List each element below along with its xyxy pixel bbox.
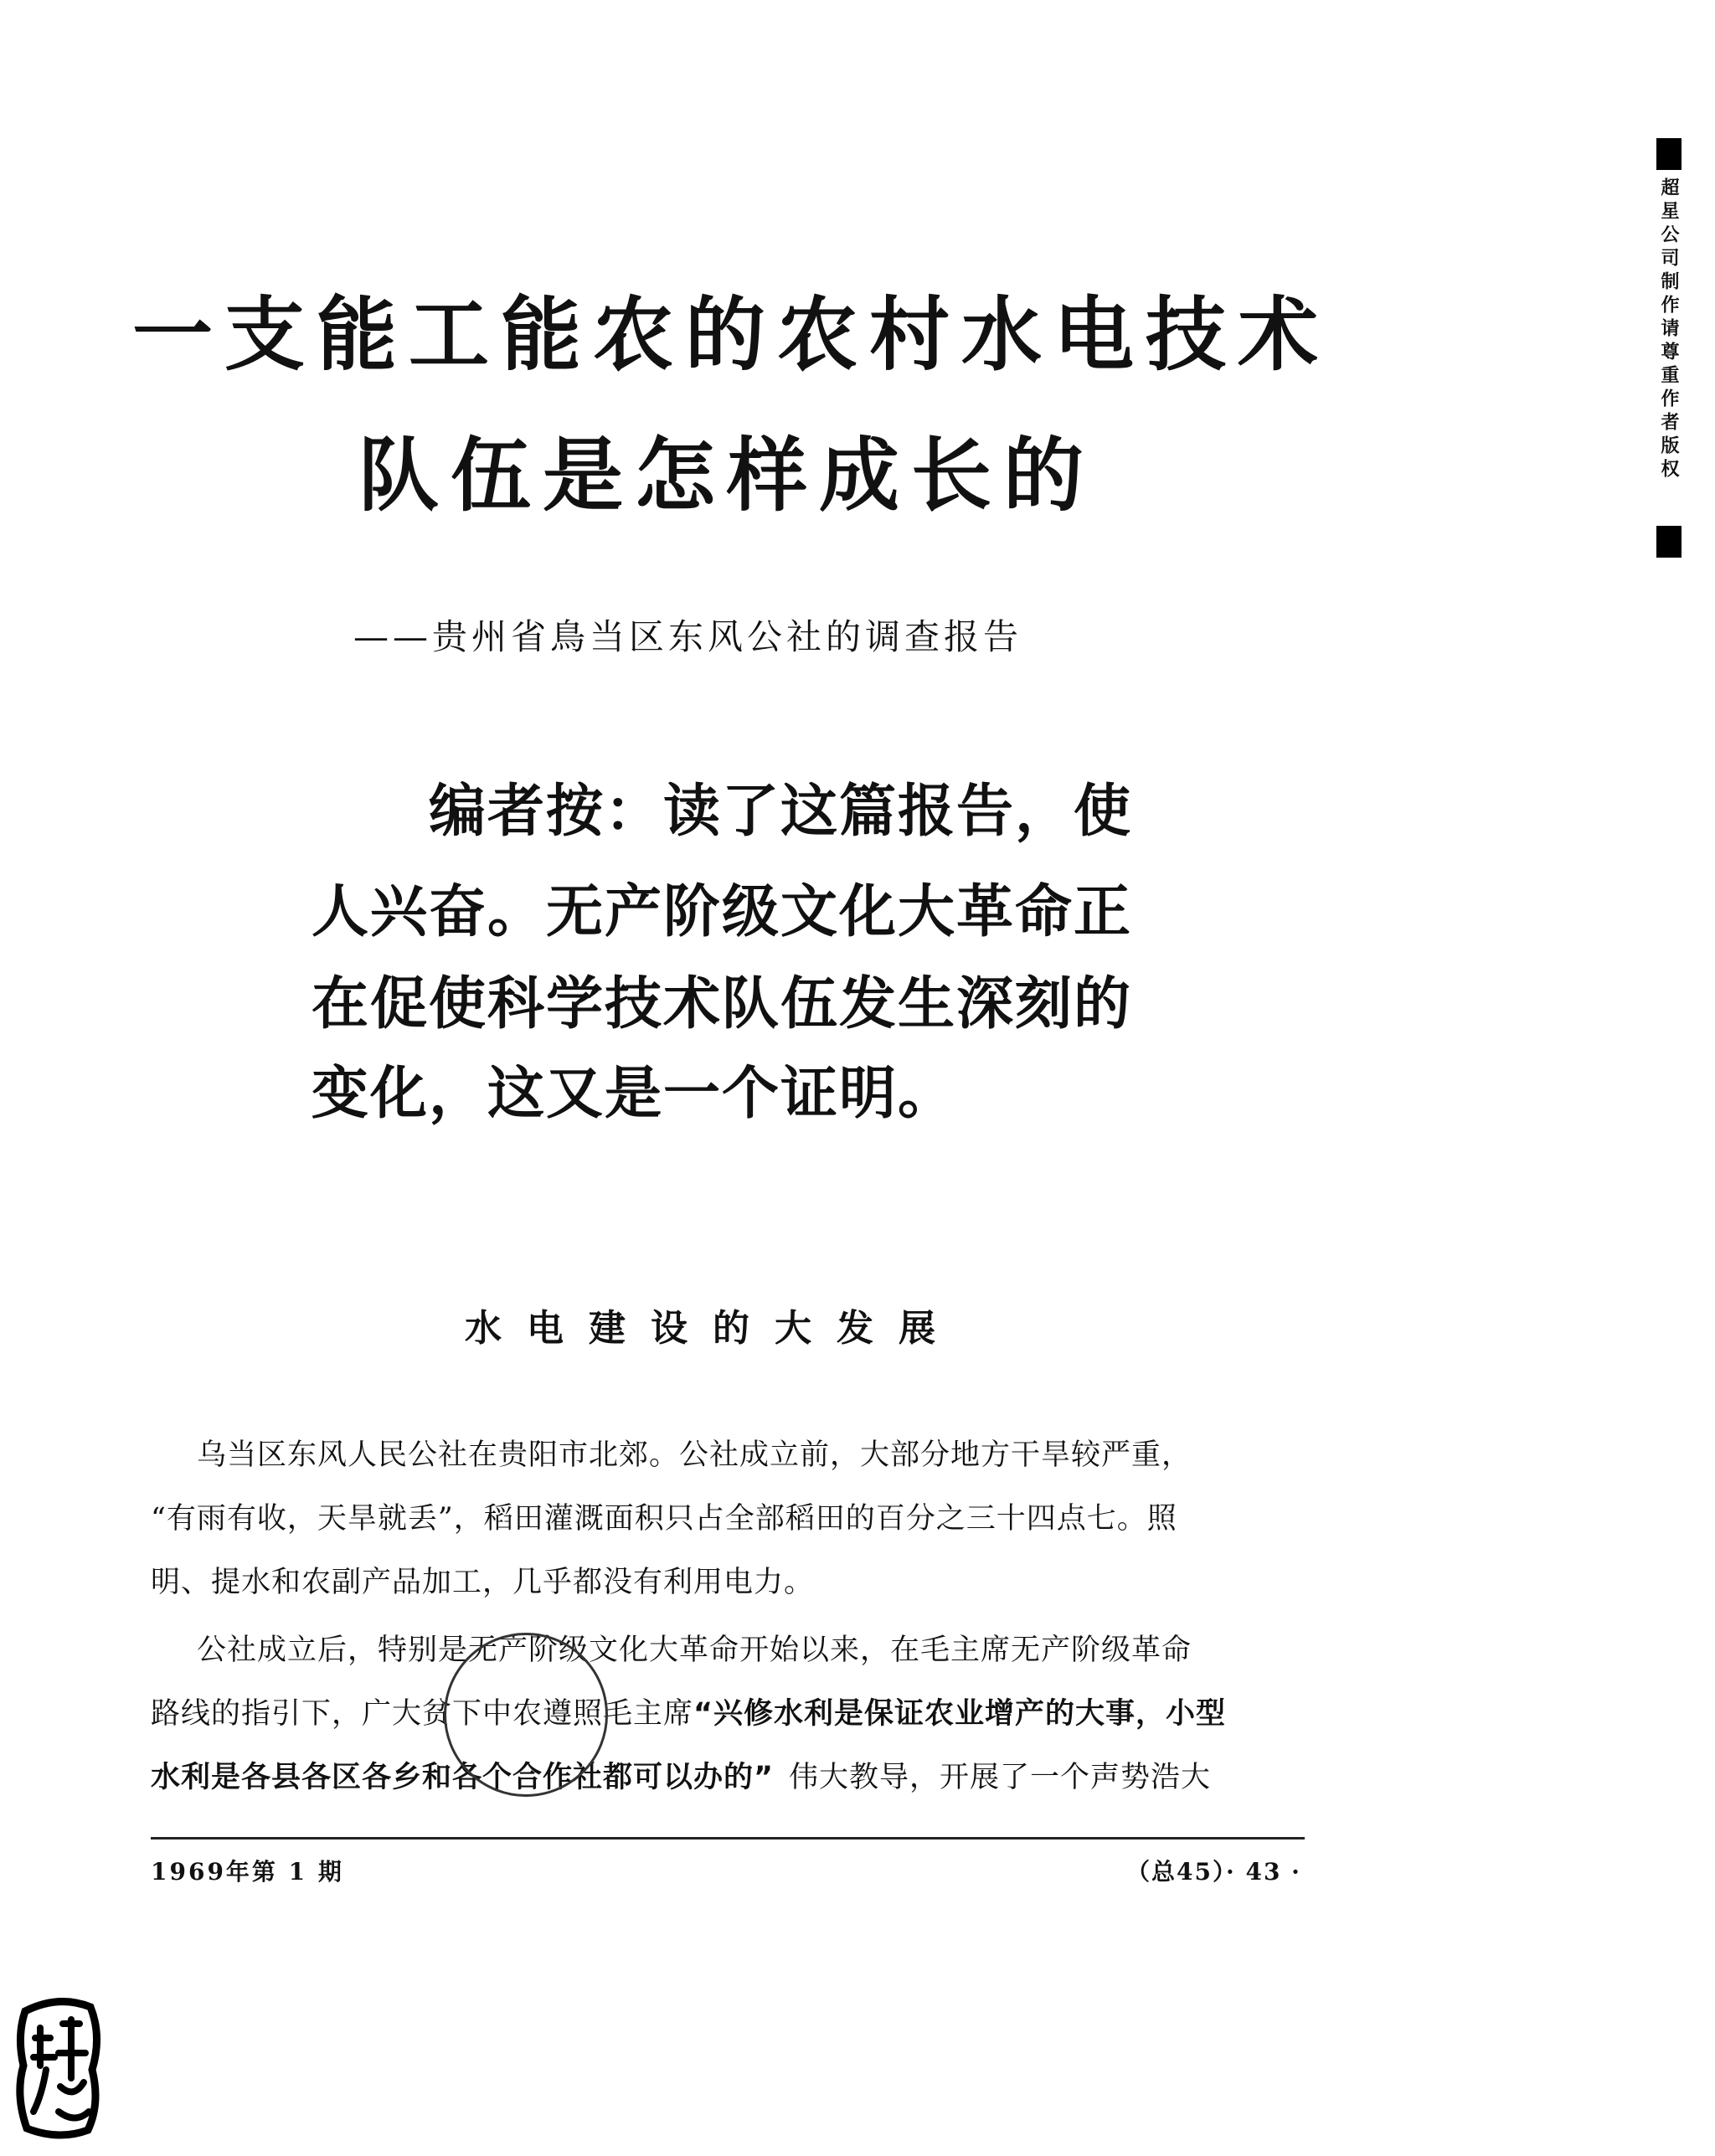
page-number: （总45）· 43 · bbox=[1126, 1858, 1301, 1886]
body-text: 路线的指引下，广大贫下中农遵照毛主席 bbox=[151, 1697, 694, 1731]
editor-note-line: 在促使科学技术队伍发生深刻的 bbox=[312, 970, 1133, 1037]
tab-bar-top bbox=[1656, 138, 1682, 170]
quote-bold: “兴修水利是保证农业增产的大事，小型 bbox=[693, 1697, 1227, 1731]
footer-divider bbox=[151, 1837, 1305, 1840]
quote-bold: 水利是各县各区各乡和各个合作社都可以办的” bbox=[151, 1761, 775, 1794]
tab-bar-bottom bbox=[1656, 526, 1682, 558]
body-line bbox=[151, 1763, 1211, 1793]
issue-label: 1969年第 1 期 bbox=[151, 1858, 344, 1886]
body-line: 乌当区东风人民公社在贵阳市北郊。公社成立前，大部分地方干旱较严重， bbox=[197, 1438, 1192, 1472]
article-subtitle: ——贵州省鳥当区东风公社的调查报告 bbox=[353, 616, 1023, 657]
watermark-text: 超星公司制作请尊重作者版权 bbox=[1658, 178, 1680, 482]
section-heading: 水电建设的大发展 bbox=[465, 1307, 961, 1350]
body-line: 公社成立后，特别是无产阶级文化大革命开始以来，在毛主席无产阶级革命 bbox=[197, 1634, 1192, 1667]
circle-stamp-mark bbox=[444, 1633, 608, 1797]
article-title-line-2: 队伍是怎样成长的 bbox=[358, 428, 1095, 522]
body-text: 伟大教导，开展了一个声势浩大 bbox=[789, 1761, 1212, 1794]
article-title-line-1: 一支能工能农的农村水电技术 bbox=[132, 287, 1330, 382]
editor-note-line: 人兴奋。无产阶级文化大革命正 bbox=[312, 878, 1133, 945]
body-line bbox=[151, 1697, 1227, 1731]
body-line: 明、提水和农副产品加工，几乎都没有利用电力。 bbox=[151, 1566, 815, 1599]
editor-note-line: 编者按：读了这篇报告，使 bbox=[429, 778, 1133, 845]
body-line: “有雨有收，天旱就丢”，稻田灌溉面积只占全部稻田的百分之三十四点七。照 bbox=[151, 1502, 1177, 1536]
editor-note-line: 变化，这又是一个证明。 bbox=[312, 1060, 957, 1127]
calligraphy-seal bbox=[8, 1986, 107, 2149]
